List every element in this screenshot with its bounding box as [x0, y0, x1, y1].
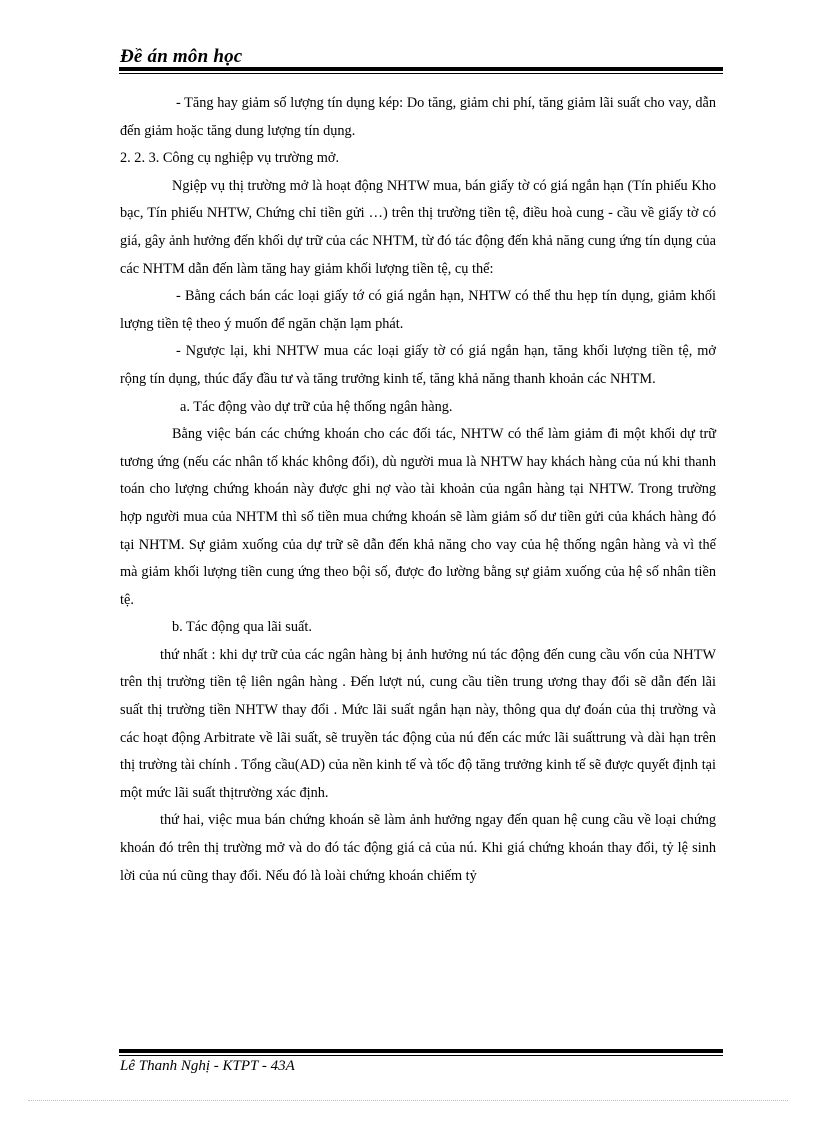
header-title: Đề án môn học: [120, 46, 243, 67]
paragraph-10: thứ hai, việc mua bán chứng khoán sẽ làm ảnh hưởng ngay đến quan hệ cung cầu về loại chứng khoán đó trên thị trường mở và do đó tác động giá cả của nú. Khi giá chứng khoán thay đổi, tỷ lệ sinh lời của nú cũng thay đổi. Nếu đó là loài chứng khoán chiếm tỷ: [120, 812, 716, 884]
paragraph-5: - Ngược lại, khi NHTW mua các loại giấy tờ có giá ngắn hạn, tăng khối lượng tiền tệ, mở rộng tín dụng, thúc đẩy đầu tư và tăng trưởng kinh tế, tăng khả năng thanh khoản các NHTM.: [120, 343, 716, 387]
body-text: [120, 90, 716, 890]
footer-author: Lê Thanh Nghị - KTPT - 43A: [120, 1058, 295, 1074]
paragraph-7: Bằng việc bán các chứng khoán cho các đối tác, NHTW có thể làm giảm đi một khối dự trữ tương ứng (nếu các nhân tố khác không đổi), dù người mua là NHTW hay khách hàng của nú khi thanh toán cho lượng chứng khoán này được ghi nợ vào tài khoản của ngân hàng tại NHTW. Trong trường hợp người mua của NHTM thì số tiền mua chứng khoán sẽ làm giảm số dư tiền gửi của khách hàng đó tại NHTM. Sự giảm xuống của dự trữ sẽ dẫn đến khả năng cho vay của hệ thống ngân hàng và vì thế mà giảm khối lượng tiền cung ứng theo bội số, được đo lường bằng sự giảm xuống của hệ số nhân tiền tệ.: [120, 426, 716, 608]
paragraph-9: thứ nhất : khi dự trữ của các ngân hàng bị ảnh hưởng nú tác động đến cung cầu vốn của NHTW trên thị trường tiền tệ liên ngân hàng . Đến lượt nú, cung cầu tiền trung ương thay đổi sẽ dẫn đến lãi suất thị trường tiền NHTW thay đổi . Mức lãi suất ngắn hạn này, thông qua dự đoán của thị trường và các hoạt động Arbitrate về lãi suất, sẽ truyền tác động của nú đến các mức lãi suấttrung và dài hạn trên thị trường tài chính . Tổng cầu(AD) của nền kinh tế và tốc độ tăng trưởng kinh tế sẽ được quyết định tại một mức lãi suất thịtrường xác định.: [120, 646, 716, 801]
footer-rule-thick: [119, 1049, 723, 1053]
paragraph-4: - Bằng cách bán các loại giấy tớ có giá ngắn hạn, NHTW có thể thu hẹp tín dụng, giảm khối lượng tiền tệ theo ý muốn để ngăn chặn lạm phát.: [120, 288, 716, 332]
footer-rule-thin: [119, 1055, 723, 1056]
header-rule-thin: [119, 73, 723, 74]
paragraph-3: Ngiệp vụ thị trường mở là hoạt động NHTW mua, bán giấy tờ có giá ngắn hạn (Tín phiếu Kho bạc, Tín phiếu NHTW, Chứng chỉ tiền gửi …) trên thị trường tiền tệ, điều hoà cung - cầu về giấy tờ có giá, gây ảnh hưởng đến khối dự trữ của các NHTM, từ đó tác động đến khả năng cung ứng tín dụng của các NHTM dẫn đến làm tăng hay giảm khối lượng tiền tệ, cụ thể:: [120, 177, 716, 277]
subheading-a: a. Tác động vào dự trữ của hệ thống ngân hàng.: [180, 398, 453, 415]
subheading-b: b. Tác động qua lãi suất.: [172, 619, 312, 636]
header-rule-thick: [119, 67, 723, 71]
page-bottom-dotted-line: [28, 1100, 788, 1101]
section-heading-2-2-3: 2. 2. 3. Công cụ nghiệp vụ trường mở.: [120, 150, 340, 167]
paragraph-1: - Tăng hay giảm số lượng tín dụng kép: Do tăng, giảm chi phí, tăng giảm lãi suất cho vay, dẫn đến giảm hoặc tăng dung lượng tín dụng.: [120, 95, 716, 139]
